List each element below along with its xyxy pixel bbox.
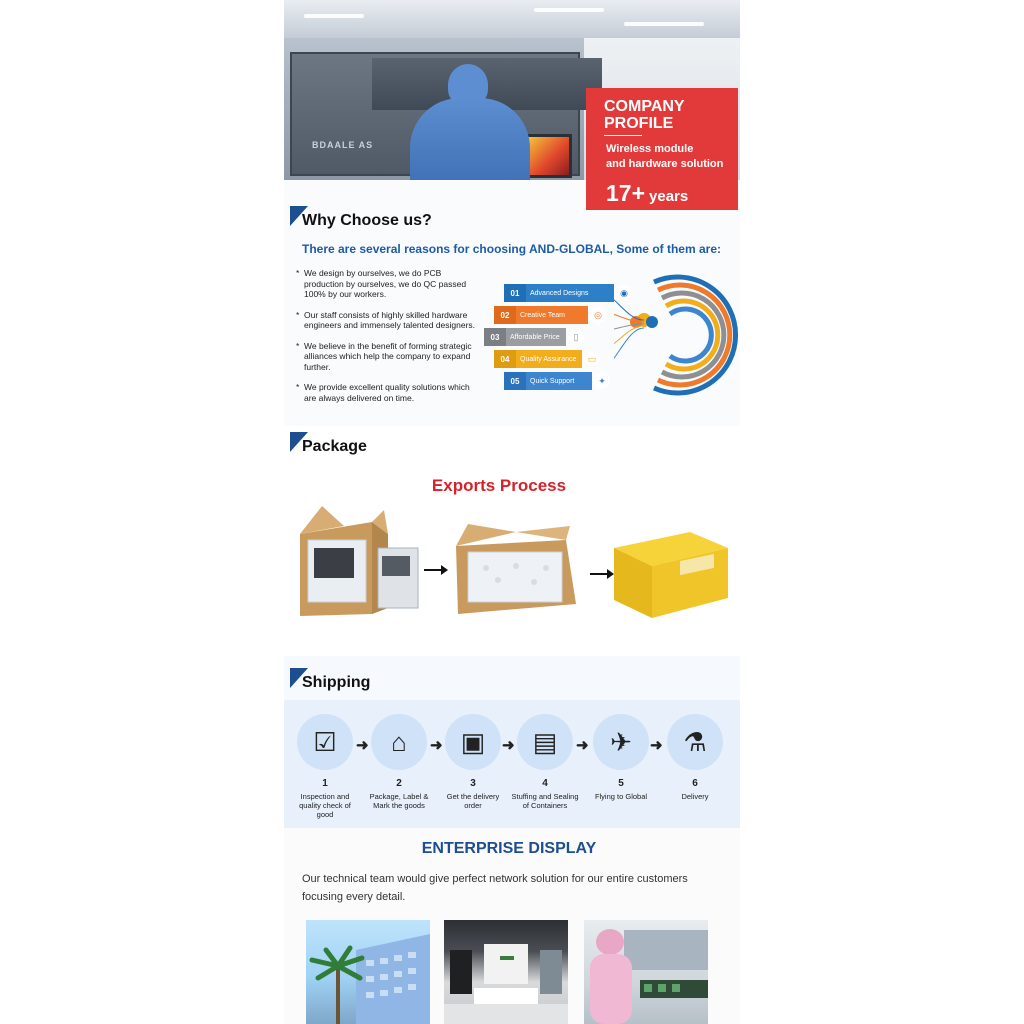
shipping-step <box>660 714 730 801</box>
shipping-step <box>510 714 580 810</box>
arrow-right-icon <box>590 573 610 575</box>
shipping-step <box>364 714 434 810</box>
target-icon: ◎ <box>590 307 606 323</box>
monitor-icon: ▭ <box>584 351 600 367</box>
tag-icon: ⌂ <box>371 714 427 770</box>
reasons-list <box>296 268 482 413</box>
reason-item: 01 Advanced Designs ◉ <box>504 284 632 302</box>
chevron-right-icon: ➜ <box>430 737 443 754</box>
profile-subtitle-line2: and hardware solution <box>606 158 724 170</box>
box-with-bubble-wrap-image <box>446 522 586 622</box>
divider <box>604 135 642 136</box>
years-value: 17+ <box>606 180 646 206</box>
step-description: Flying to Global <box>594 792 648 801</box>
years-unit: years <box>649 188 689 205</box>
courier-icon: ⚗ <box>667 714 723 770</box>
section-title: Package <box>302 438 367 455</box>
step-number: 5 <box>618 778 624 789</box>
globe-icon: ◉ <box>616 285 632 301</box>
chevron-right-icon: ➜ <box>576 737 589 754</box>
shipping-section <box>284 656 740 828</box>
reason-item: 05 Quick Support ✦ <box>504 372 610 390</box>
sealed-yellow-box-image <box>610 514 732 620</box>
shipping-step <box>438 714 508 810</box>
why-choose-section <box>284 180 740 460</box>
list-item: * We design by ourselves, we do PCB production by ourselves, we do QC passed 100% by our workers. <box>296 268 482 300</box>
box-check-icon: ▣ <box>445 714 501 770</box>
section-title: Shipping <box>302 674 371 691</box>
shipping-step <box>586 714 656 801</box>
why-subtitle: There are several reasons for choosing AND-GLOBAL, Some of them are: <box>302 242 721 256</box>
package-section <box>284 426 740 636</box>
chevron-right-icon: ➜ <box>502 737 515 754</box>
office-lobby-photo <box>444 920 568 1024</box>
profile-title-line1: COMPANY <box>604 98 685 115</box>
step-description: Delivery <box>681 792 709 801</box>
airplane-icon: ✈ <box>593 714 649 770</box>
step-number: 3 <box>470 778 476 789</box>
worker-figure <box>410 64 530 180</box>
compass-icon: ✦ <box>594 373 610 389</box>
step-description: Package, Label & Mark the goods <box>369 792 429 810</box>
step-number: 4 <box>542 778 548 789</box>
enterprise-display-section <box>284 828 740 1024</box>
enterprise-title: ENTERPRISE DISPLAY <box>421 840 597 857</box>
ceiling-light <box>534 8 604 12</box>
profile-subtitle-line1: Wireless module <box>606 143 694 155</box>
step-description: Stuffing and Sealing of Containers <box>511 792 579 810</box>
enterprise-description: Our technical team would give perfect network solution for our entire customers focusing every detail. <box>302 873 688 903</box>
clipboard-icon: ☑ <box>297 714 353 770</box>
list-item: * We provide excellent quality solutions which are always delivered on time. <box>296 382 482 403</box>
factory-ceiling <box>284 0 740 38</box>
open-box-with-modules-image <box>292 504 424 622</box>
product-detail-column <box>284 0 740 1024</box>
reason-item: 04 Quality Assurance ▭ <box>494 350 600 368</box>
reasons-badges <box>484 284 734 404</box>
profile-title-line2: PROFILE <box>604 115 674 132</box>
machine-label: BDAALE AS <box>312 140 374 150</box>
ceiling-light <box>624 22 704 26</box>
step-description: Inspection and quality check of good <box>299 792 351 819</box>
reason-item: 02 Creative Team ◎ <box>494 306 606 324</box>
section-title: Why Choose us? <box>302 212 432 229</box>
building-photo <box>306 920 430 1024</box>
ceiling-light <box>304 14 364 18</box>
years-badge <box>606 180 688 207</box>
chevron-right-icon: ➜ <box>650 737 663 754</box>
exports-process-title: Exports Process <box>431 476 567 495</box>
step-number: 1 <box>322 778 328 789</box>
shipping-step <box>290 714 360 819</box>
production-line-photo <box>584 920 708 1024</box>
company-profile-card <box>586 88 738 210</box>
container-icon: ▤ <box>517 714 573 770</box>
list-item: * We believe in the benefit of forming strategic alliances which help the company to expand further. <box>296 341 482 373</box>
reason-item: 03 Affordable Price ▯ <box>484 328 584 346</box>
step-number: 2 <box>396 778 402 789</box>
phone-icon: ▯ <box>568 329 584 345</box>
step-number: 6 <box>692 778 698 789</box>
arrow-right-icon <box>424 569 444 571</box>
step-description: Get the delivery order <box>446 792 500 810</box>
list-item: * Our staff consists of highly skilled hardware engineers and immensely talented designers. <box>296 310 482 331</box>
chevron-right-icon: ➜ <box>356 737 369 754</box>
